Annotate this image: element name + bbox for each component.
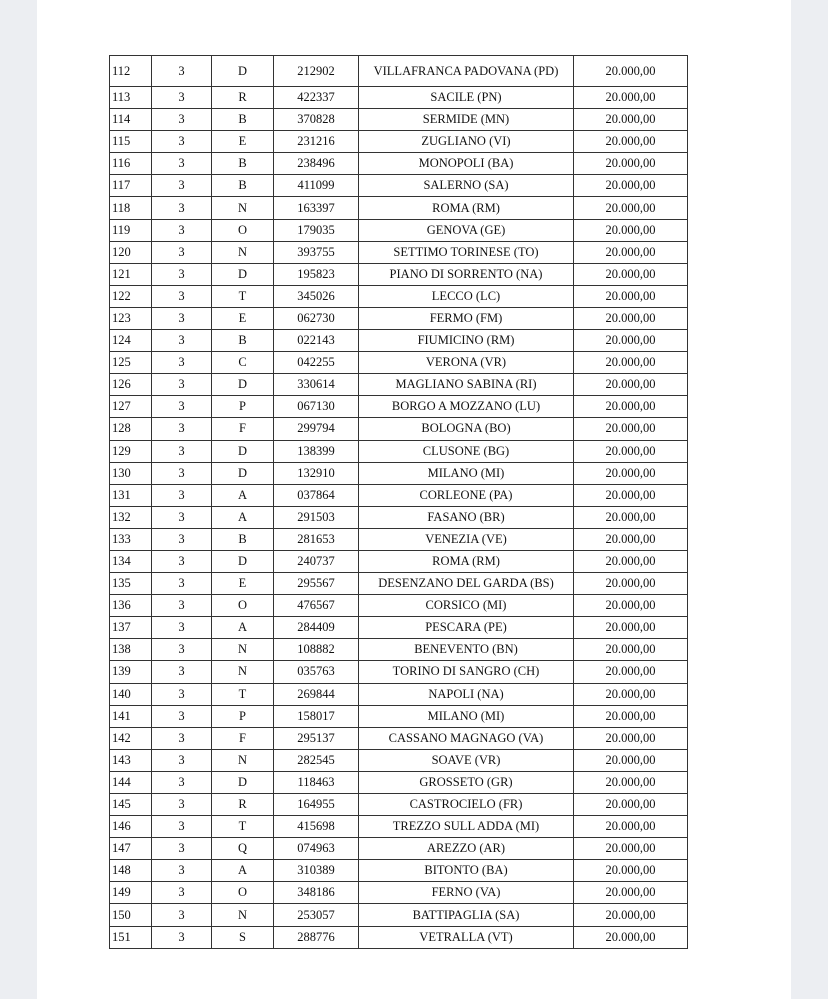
location-cell: MILANO (MI) [359,462,574,484]
location-cell: ROMA (RM) [359,197,574,219]
code-cell: 393755 [274,241,359,263]
amount-cell: 20.000,00 [574,462,688,484]
letter-cell: F [212,418,274,440]
letter-cell: C [212,352,274,374]
row-number-cell: 147 [110,838,152,860]
table-row [110,219,688,241]
row-number-cell: 116 [110,153,152,175]
location-cell: BOLOGNA (BO) [359,418,574,440]
row-number-cell: 125 [110,352,152,374]
amount-cell: 20.000,00 [574,197,688,219]
location-cell: FASANO (BR) [359,506,574,528]
group-cell: 3 [152,926,212,948]
table-row [110,904,688,926]
code-cell: 282545 [274,749,359,771]
row-number-cell: 127 [110,396,152,418]
location-cell: BITONTO (BA) [359,860,574,882]
row-number-cell: 148 [110,860,152,882]
row-number-cell: 141 [110,705,152,727]
code-cell: 118463 [274,771,359,793]
amount-cell: 20.000,00 [574,307,688,329]
location-cell: ROMA (RM) [359,550,574,572]
group-cell: 3 [152,330,212,352]
code-cell: 253057 [274,904,359,926]
table-row [110,617,688,639]
group-cell: 3 [152,418,212,440]
letter-cell: S [212,926,274,948]
table-row [110,506,688,528]
code-cell: 422337 [274,87,359,109]
row-number-cell: 114 [110,109,152,131]
letter-cell: E [212,307,274,329]
code-cell: 295567 [274,573,359,595]
location-cell: BENEVENTO (BN) [359,639,574,661]
code-cell: 231216 [274,131,359,153]
letter-cell: O [212,595,274,617]
code-cell: 042255 [274,352,359,374]
table-row [110,352,688,374]
amount-cell: 20.000,00 [574,705,688,727]
row-number-cell: 142 [110,727,152,749]
code-cell: 240737 [274,550,359,572]
location-cell: BORGO A MOZZANO (LU) [359,396,574,418]
amount-cell: 20.000,00 [574,263,688,285]
code-cell: 370828 [274,109,359,131]
code-cell: 037864 [274,484,359,506]
amount-cell: 20.000,00 [574,595,688,617]
amount-cell: 20.000,00 [574,418,688,440]
amount-cell: 20.000,00 [574,661,688,683]
row-number-cell: 133 [110,528,152,550]
amount-cell: 20.000,00 [574,396,688,418]
amount-cell: 20.000,00 [574,219,688,241]
row-number-cell: 138 [110,639,152,661]
letter-cell: P [212,705,274,727]
results-table [109,55,688,949]
location-cell: BATTIPAGLIA (SA) [359,904,574,926]
location-cell: GROSSETO (GR) [359,771,574,793]
location-cell: TORINO DI SANGRO (CH) [359,661,574,683]
location-cell: VENEZIA (VE) [359,528,574,550]
row-number-cell: 150 [110,904,152,926]
location-cell: MILANO (MI) [359,705,574,727]
row-number-cell: 134 [110,550,152,572]
group-cell: 3 [152,396,212,418]
row-number-cell: 119 [110,219,152,241]
group-cell: 3 [152,285,212,307]
location-cell: FIUMICINO (RM) [359,330,574,352]
table-row [110,462,688,484]
table-row [110,727,688,749]
table-row [110,484,688,506]
letter-cell: D [212,56,274,87]
table-row [110,153,688,175]
group-cell: 3 [152,705,212,727]
letter-cell: B [212,175,274,197]
location-cell: NAPOLI (NA) [359,683,574,705]
group-cell: 3 [152,197,212,219]
location-cell: DESENZANO DEL GARDA (BS) [359,573,574,595]
code-cell: 067130 [274,396,359,418]
row-number-cell: 135 [110,573,152,595]
table-row [110,330,688,352]
location-cell: CASSANO MAGNAGO (VA) [359,727,574,749]
letter-cell: N [212,904,274,926]
table-row [110,838,688,860]
group-cell: 3 [152,440,212,462]
letter-cell: D [212,263,274,285]
group-cell: 3 [152,550,212,572]
group-cell: 3 [152,506,212,528]
table-row [110,926,688,948]
group-cell: 3 [152,794,212,816]
code-cell: 138399 [274,440,359,462]
table-row [110,418,688,440]
letter-cell: N [212,749,274,771]
table-row [110,56,688,87]
group-cell: 3 [152,661,212,683]
amount-cell: 20.000,00 [574,639,688,661]
table-row [110,639,688,661]
table-row [110,771,688,793]
row-number-cell: 128 [110,418,152,440]
code-cell: 411099 [274,175,359,197]
code-cell: 288776 [274,926,359,948]
table-row [110,241,688,263]
code-cell: 179035 [274,219,359,241]
group-cell: 3 [152,573,212,595]
row-number-cell: 129 [110,440,152,462]
amount-cell: 20.000,00 [574,749,688,771]
code-cell: 345026 [274,285,359,307]
group-cell: 3 [152,87,212,109]
letter-cell: B [212,153,274,175]
group-cell: 3 [152,816,212,838]
group-cell: 3 [152,617,212,639]
location-cell: CASTROCIELO (FR) [359,794,574,816]
amount-cell: 20.000,00 [574,926,688,948]
letter-cell: A [212,484,274,506]
letter-cell: O [212,882,274,904]
row-number-cell: 115 [110,131,152,153]
group-cell: 3 [152,374,212,396]
amount-cell: 20.000,00 [574,683,688,705]
amount-cell: 20.000,00 [574,131,688,153]
code-cell: 062730 [274,307,359,329]
location-cell: VETRALLA (VT) [359,926,574,948]
location-cell: SOAVE (VR) [359,749,574,771]
row-number-cell: 131 [110,484,152,506]
location-cell: SETTIMO TORINESE (TO) [359,241,574,263]
code-cell: 238496 [274,153,359,175]
row-number-cell: 132 [110,506,152,528]
row-number-cell: 151 [110,926,152,948]
row-number-cell: 122 [110,285,152,307]
table-row [110,816,688,838]
table-row [110,396,688,418]
letter-cell: R [212,87,274,109]
code-cell: 132910 [274,462,359,484]
amount-cell: 20.000,00 [574,506,688,528]
row-number-cell: 113 [110,87,152,109]
letter-cell: O [212,219,274,241]
amount-cell: 20.000,00 [574,330,688,352]
code-cell: 164955 [274,794,359,816]
code-cell: 284409 [274,617,359,639]
table-row [110,175,688,197]
letter-cell: T [212,816,274,838]
amount-cell: 20.000,00 [574,285,688,307]
code-cell: 330614 [274,374,359,396]
location-cell: SALERNO (SA) [359,175,574,197]
letter-cell: A [212,506,274,528]
table-row [110,285,688,307]
location-cell: FERNO (VA) [359,882,574,904]
amount-cell: 20.000,00 [574,484,688,506]
table-row [110,87,688,109]
group-cell: 3 [152,462,212,484]
row-number-cell: 124 [110,330,152,352]
table-row [110,440,688,462]
amount-cell: 20.000,00 [574,153,688,175]
table-row [110,595,688,617]
amount-cell: 20.000,00 [574,87,688,109]
amount-cell: 20.000,00 [574,241,688,263]
table-row [110,705,688,727]
amount-cell: 20.000,00 [574,573,688,595]
location-cell: LECCO (LC) [359,285,574,307]
group-cell: 3 [152,109,212,131]
group-cell: 3 [152,595,212,617]
location-cell: SERMIDE (MN) [359,109,574,131]
group-cell: 3 [152,904,212,926]
group-cell: 3 [152,175,212,197]
row-number-cell: 137 [110,617,152,639]
letter-cell: N [212,661,274,683]
group-cell: 3 [152,771,212,793]
group-cell: 3 [152,838,212,860]
letter-cell: D [212,374,274,396]
row-number-cell: 149 [110,882,152,904]
table-row [110,374,688,396]
location-cell: GENOVA (GE) [359,219,574,241]
amount-cell: 20.000,00 [574,175,688,197]
letter-cell: B [212,528,274,550]
group-cell: 3 [152,484,212,506]
amount-cell: 20.000,00 [574,904,688,926]
group-cell: 3 [152,153,212,175]
amount-cell: 20.000,00 [574,794,688,816]
amount-cell: 20.000,00 [574,771,688,793]
table-row [110,860,688,882]
group-cell: 3 [152,352,212,374]
amount-cell: 20.000,00 [574,352,688,374]
group-cell: 3 [152,307,212,329]
row-number-cell: 145 [110,794,152,816]
letter-cell: P [212,396,274,418]
letter-cell: N [212,241,274,263]
group-cell: 3 [152,131,212,153]
amount-cell: 20.000,00 [574,727,688,749]
letter-cell: N [212,197,274,219]
amount-cell: 20.000,00 [574,109,688,131]
location-cell: CLUSONE (BG) [359,440,574,462]
amount-cell: 20.000,00 [574,838,688,860]
table-row [110,683,688,705]
group-cell: 3 [152,882,212,904]
row-number-cell: 118 [110,197,152,219]
row-number-cell: 117 [110,175,152,197]
table-row [110,550,688,572]
code-cell: 415698 [274,816,359,838]
letter-cell: T [212,285,274,307]
letter-cell: A [212,617,274,639]
group-cell: 3 [152,219,212,241]
amount-cell: 20.000,00 [574,374,688,396]
amount-cell: 20.000,00 [574,56,688,87]
location-cell: TREZZO SULL ADDA (MI) [359,816,574,838]
document-page [37,0,791,999]
group-cell: 3 [152,860,212,882]
code-cell: 022143 [274,330,359,352]
code-cell: 291503 [274,506,359,528]
amount-cell: 20.000,00 [574,860,688,882]
code-cell: 476567 [274,595,359,617]
letter-cell: F [212,727,274,749]
letter-cell: R [212,794,274,816]
table-row [110,307,688,329]
group-cell: 3 [152,683,212,705]
code-cell: 348186 [274,882,359,904]
letter-cell: D [212,440,274,462]
amount-cell: 20.000,00 [574,882,688,904]
letter-cell: T [212,683,274,705]
location-cell: CORLEONE (PA) [359,484,574,506]
table-row [110,882,688,904]
row-number-cell: 139 [110,661,152,683]
group-cell: 3 [152,263,212,285]
group-cell: 3 [152,241,212,263]
location-cell: ZUGLIANO (VI) [359,131,574,153]
location-cell: CORSICO (MI) [359,595,574,617]
table-body [110,56,688,949]
location-cell: AREZZO (AR) [359,838,574,860]
amount-cell: 20.000,00 [574,617,688,639]
letter-cell: Q [212,838,274,860]
row-number-cell: 144 [110,771,152,793]
letter-cell: B [212,109,274,131]
code-cell: 281653 [274,528,359,550]
code-cell: 310389 [274,860,359,882]
table-row [110,109,688,131]
table-row [110,263,688,285]
code-cell: 074963 [274,838,359,860]
amount-cell: 20.000,00 [574,816,688,838]
amount-cell: 20.000,00 [574,528,688,550]
table-row [110,197,688,219]
row-number-cell: 146 [110,816,152,838]
code-cell: 108882 [274,639,359,661]
code-cell: 299794 [274,418,359,440]
group-cell: 3 [152,639,212,661]
group-cell: 3 [152,749,212,771]
row-number-cell: 140 [110,683,152,705]
location-cell: MONOPOLI (BA) [359,153,574,175]
location-cell: FERMO (FM) [359,307,574,329]
row-number-cell: 112 [110,56,152,87]
location-cell: VILLAFRANCA PADOVANA (PD) [359,56,574,87]
code-cell: 163397 [274,197,359,219]
letter-cell: D [212,462,274,484]
row-number-cell: 121 [110,263,152,285]
letter-cell: D [212,771,274,793]
code-cell: 212902 [274,56,359,87]
row-number-cell: 143 [110,749,152,771]
table-row [110,131,688,153]
location-cell: PESCARA (PE) [359,617,574,639]
amount-cell: 20.000,00 [574,440,688,462]
letter-cell: A [212,860,274,882]
letter-cell: D [212,550,274,572]
table-row [110,573,688,595]
group-cell: 3 [152,56,212,87]
code-cell: 295137 [274,727,359,749]
code-cell: 035763 [274,661,359,683]
code-cell: 195823 [274,263,359,285]
group-cell: 3 [152,727,212,749]
amount-cell: 20.000,00 [574,550,688,572]
table-row [110,661,688,683]
letter-cell: N [212,639,274,661]
table-row [110,528,688,550]
row-number-cell: 123 [110,307,152,329]
row-number-cell: 126 [110,374,152,396]
row-number-cell: 130 [110,462,152,484]
table-row [110,749,688,771]
group-cell: 3 [152,528,212,550]
location-cell: PIANO DI SORRENTO (NA) [359,263,574,285]
location-cell: MAGLIANO SABINA (RI) [359,374,574,396]
code-cell: 269844 [274,683,359,705]
location-cell: VERONA (VR) [359,352,574,374]
letter-cell: E [212,131,274,153]
row-number-cell: 120 [110,241,152,263]
table-row [110,794,688,816]
location-cell: SACILE (PN) [359,87,574,109]
code-cell: 158017 [274,705,359,727]
letter-cell: E [212,573,274,595]
letter-cell: B [212,330,274,352]
row-number-cell: 136 [110,595,152,617]
